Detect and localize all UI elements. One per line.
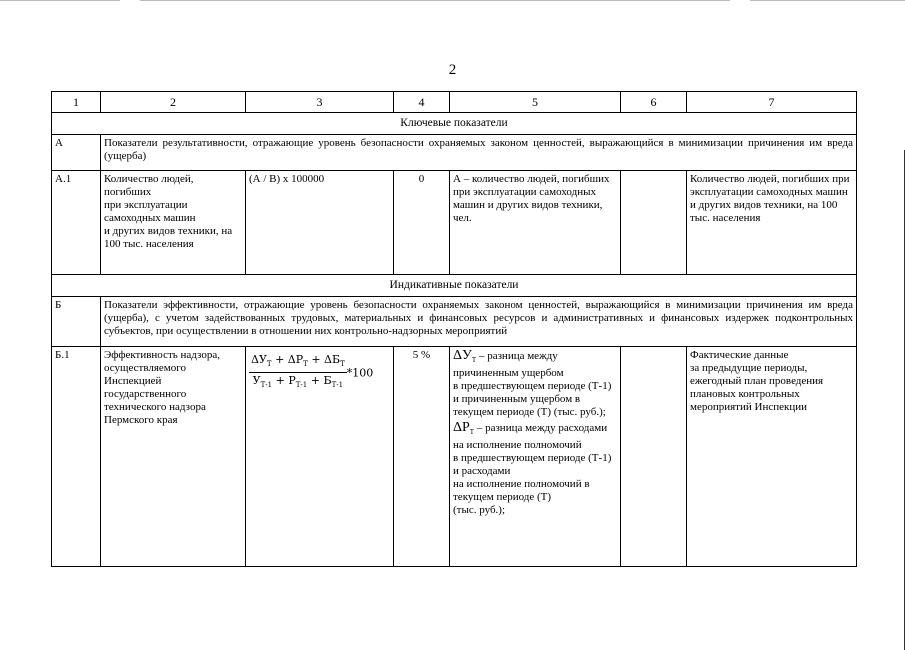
column-number: 7 xyxy=(687,92,857,113)
indicator-col6 xyxy=(621,171,687,275)
indicator-formula xyxy=(246,347,394,567)
indicator-source-text: Фактические данные за предыдущие периоды, ежегодный план проведения плановых контрольных мероприятий Инспекции xyxy=(690,349,824,413)
indicator-target: 5 % xyxy=(394,347,450,567)
definition-text: – разница между причиненным ущербом в предшествующем периоде (Т-1) и причиненным ущербом в текущем периоде (Т) (тыс. руб.); xyxy=(453,350,612,419)
section-title-indicative: Индикативные показатели xyxy=(52,275,857,297)
section-row-indicative xyxy=(52,275,857,297)
definition-expenses xyxy=(453,421,617,517)
indicator-name-text: Эффективность надзора, осуществляемого Инспекцией государственного технического надзора Пермского края xyxy=(104,349,220,426)
scan-edge-line-right xyxy=(750,0,905,1)
definition-damage xyxy=(453,349,617,419)
section-title-key: Ключевые показатели xyxy=(52,113,857,135)
indicator-name-text: Количество людей, погибших при эксплуатации самоходных машин и других видов техники, на 100 тыс. населения xyxy=(104,173,233,250)
column-number: 5 xyxy=(450,92,621,113)
group-row-a xyxy=(52,135,857,171)
definition-text: – разница между расходами на исполнение полномочий в предшествующем периоде (Т-1) и расходами на исполнение полномочий в текущем периоде (Т) (тыс. руб.); xyxy=(453,422,612,517)
indicator-col6 xyxy=(621,347,687,567)
column-number: 2 xyxy=(101,92,246,113)
page-number: 2 xyxy=(448,62,457,78)
definition-symbol: ΔР xyxy=(453,420,470,436)
column-number: 4 xyxy=(394,92,450,113)
definition-symbol-sub: Т xyxy=(469,428,475,437)
efficiency-formula xyxy=(249,353,374,390)
indicator-row-a1 xyxy=(52,171,857,275)
scan-edge-line-mid xyxy=(140,0,730,1)
column-number: 6 xyxy=(621,92,687,113)
formula-numerator: $\Delta У_Т + \Delta Р_Т + \Delta Б_Т$ xyxy=(249,353,347,373)
formula-fraction xyxy=(249,353,347,392)
scan-edge-line-left xyxy=(0,0,120,1)
indicator-definition: А – количество людей, погибших при эксплуатации самоходных машин и других видов техники, чел. xyxy=(450,171,621,275)
definition-symbol-sub: Т xyxy=(471,356,477,365)
definition-symbol: ΔУ xyxy=(453,348,472,363)
indicator-formula: (А / В) х 100000 xyxy=(246,171,394,275)
column-number: 3 xyxy=(246,92,394,113)
indicator-target: 0 xyxy=(394,171,450,275)
indicator-source xyxy=(687,347,857,567)
indicator-row-b1 xyxy=(52,347,857,567)
indicators-table xyxy=(51,91,857,567)
indicator-definition xyxy=(450,347,621,567)
indicator-name xyxy=(101,347,246,567)
indicator-code: Б.1 xyxy=(52,347,101,567)
group-code: Б xyxy=(52,297,101,347)
group-description: Показатели результативности, отражающие уровень безопасности охраняемых законом ценностей, выражающийся в минимизации причинения им вреда (ущерба) xyxy=(101,135,857,171)
section-row-key xyxy=(52,113,857,135)
formula-denominator: $У_{Т-1} + Р_{Т-1} + Б_{Т-1}$ xyxy=(252,374,344,390)
formula-multiplier: *100 xyxy=(346,366,374,380)
indicator-name xyxy=(101,171,246,275)
column-number-row xyxy=(52,92,857,113)
indicator-code: А.1 xyxy=(52,171,101,275)
indicator-source: Количество людей, погибших при эксплуатации самоходных машин и других видов техники, на 100 тыс. населения xyxy=(687,171,857,275)
group-row-b xyxy=(52,297,857,347)
column-number: 1 xyxy=(52,92,101,113)
group-description: Показатели эффективности, отражающие уровень безопасности охраняемых законом ценностей, выражающийся в минимизации причинения им вреда (ущерба), с учетом задействованных трудовых, материальных и финансовых ресурсов и административных и финансовых издержек подконтрольных субъектов, при осуществлении в отношении них контрольно-надзорных мероприятий xyxy=(101,297,857,347)
group-code: А xyxy=(52,135,101,171)
